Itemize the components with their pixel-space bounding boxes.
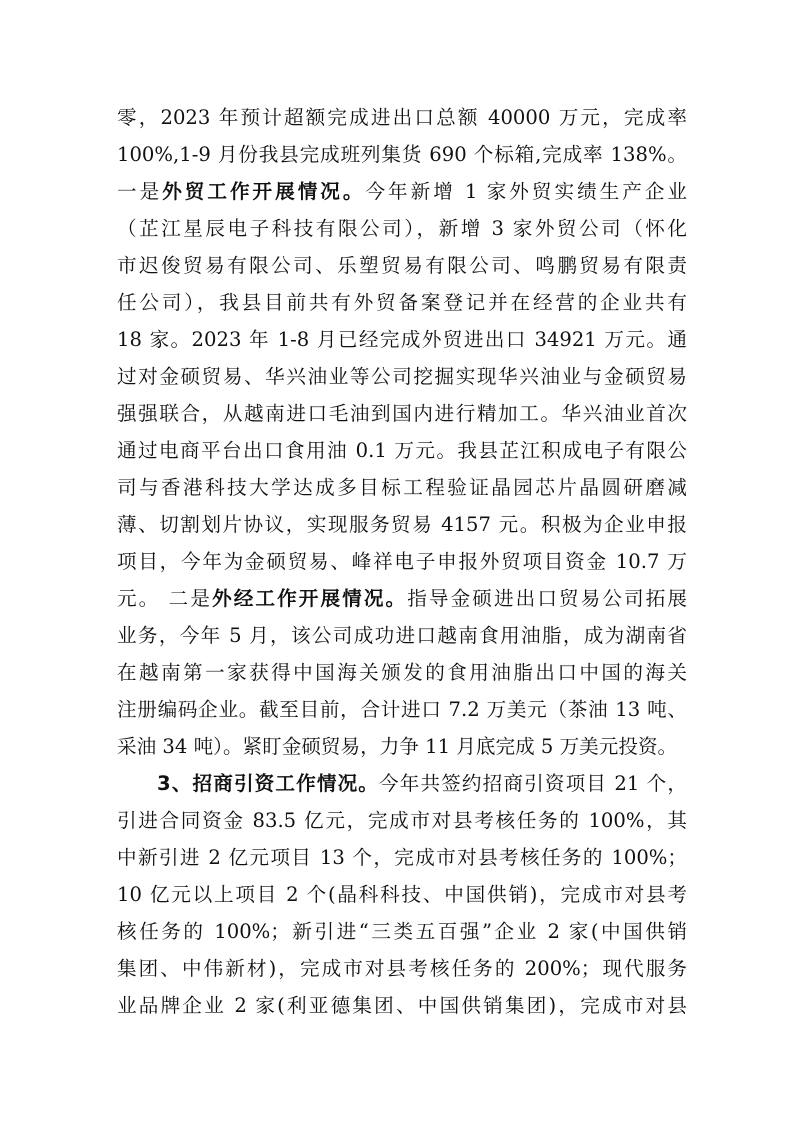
text-line: 注册编码企业。截至目前，合计进口 7.2 万美元（茶油 13 吨、 xyxy=(117,698,687,721)
text-line: 采油 34 吨）。紧盯金硕贸易，力争 11 月底完成 5 万美元投资。 xyxy=(117,735,678,758)
text-line: （芷江星辰电子科技有限公司），新增 3 家外贸公司（怀化 xyxy=(117,217,687,240)
section-heading: 外经工作开展情况。 xyxy=(212,587,408,610)
text-line: 引进合同资金 83.5 亿元，完成市对县考核任务的 100%，其 xyxy=(117,809,687,832)
text-line: 司与香港科技大学达成多目标工程验证晶园芯片晶圆研磨减 xyxy=(117,476,687,499)
text-line: 18 家。2023 年 1-8 月已经完成外贸进出口 34921 万元。通 xyxy=(117,328,687,351)
text-line: 中新引进 2 亿元项目 13 个，完成市对县考核任务的 100%； xyxy=(117,846,687,869)
text-line: 过对金硕贸易、华兴油业等公司挖掘实现华兴油业与金硕贸易 xyxy=(117,365,687,388)
text-line: 业务，今年 5 月，该公司成功进口越南食用油脂，成为湖南省 xyxy=(117,624,687,647)
text-line: 业品牌企业 2 家(利亚德集团、中国供销集团)，完成市对县 xyxy=(117,994,687,1017)
section-heading: 3、招商引资工作情况。 xyxy=(157,772,380,795)
text-line: 零，2023 年预计超额完成进出口总额 40000 万元，完成率 xyxy=(117,106,687,129)
text-line: 市迟俊贸易有限公司、乐塑贸易有限公司、鸣鹏贸易有限责 xyxy=(117,254,687,277)
text-run: 一是 xyxy=(117,180,163,203)
text-run: 今年新增 1 家外贸实绩生产企业 xyxy=(365,180,687,203)
text-line: 强强联合，从越南进口毛油到国内进行精加工。华兴油业首次 xyxy=(117,402,687,425)
section-heading: 外贸工作开展情况。 xyxy=(162,180,366,203)
text-line: 薄、切割划片协议，实现服务贸易 4157 元。积极为企业申报 xyxy=(117,513,687,536)
text-line: 100%,1-9 月份我县完成班列集货 690 个标箱,完成率 138%。 xyxy=(117,143,687,166)
text-run: 指导金硕进出口贸易公司拓展 xyxy=(407,587,687,610)
text-line: 10 亿元以上项目 2 个(晶科科技、中国供销)，完成市对县考 xyxy=(117,883,687,906)
text-line: 核任务的 100%；新引进“三类五百强”企业 2 家(中国供销 xyxy=(117,920,687,943)
text-line: 在越南第一家获得中国海关颁发的食用油脂出口中国的海关 xyxy=(117,661,687,684)
text-line xyxy=(117,585,687,613)
text-line: 项目，今年为金硕贸易、峰祥电子申报外贸项目资金 10.7 万 xyxy=(117,550,687,573)
text-line: 集团、中伟新材)，完成市对县考核任务的 200%；现代服务 xyxy=(117,957,687,980)
text-run: 今年共签约招商引资项目 21 个， xyxy=(379,772,687,795)
text-line: 任公司），我县目前共有外贸备案登记并在经营的企业共有 xyxy=(117,291,687,314)
text-line: 通过电商平台出口食用油 0.1 万元。我县芷江积成电子有限公 xyxy=(117,439,687,462)
text-run: 元。 二是 xyxy=(117,587,213,610)
text-line xyxy=(157,770,687,798)
text-line xyxy=(117,178,687,206)
